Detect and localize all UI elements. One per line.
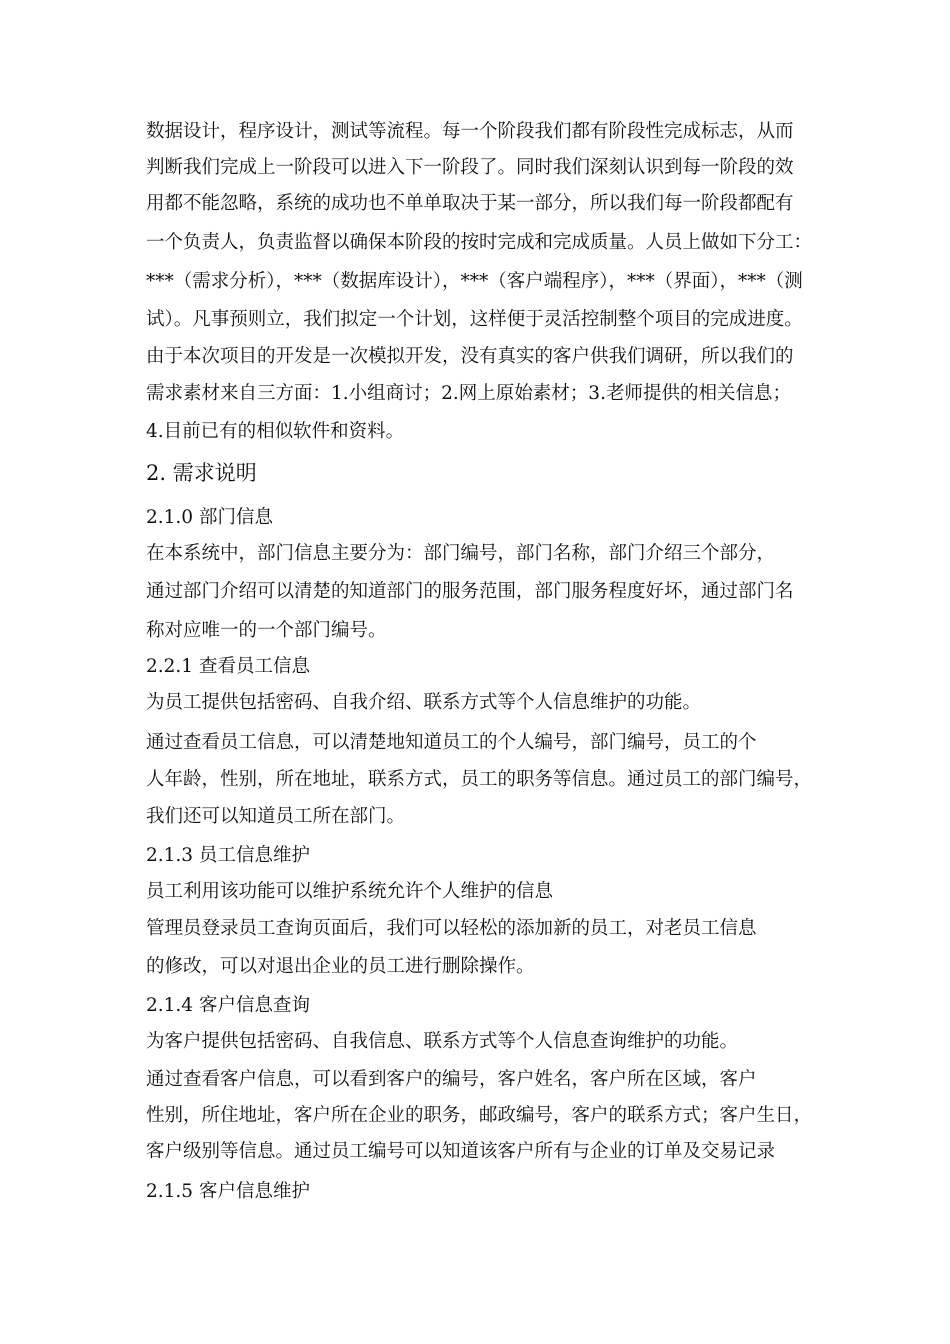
paragraph-line: 为客户提供包括密码、自我信息、联系方式等个人信息查询维护的功能。: [146, 1031, 739, 1052]
paragraph-line: 用都不能忽略，系统的成功也不单单取决于某一部分，所以我们每一阶段都配有: [146, 193, 794, 214]
paragraph-line: 通过查看员工信息，可以清楚地知道员工的个人编号，部门编号，员工的个: [146, 732, 757, 753]
paragraph-line: 客户级别等信息。通过员工编号可以知道该客户所有与企业的订单及交易记录: [146, 1141, 776, 1162]
paragraph-line: 我们还可以知道员工所在部门。: [146, 806, 406, 827]
subsection-heading: 2.2.1 查看员工信息: [146, 656, 310, 677]
paragraph-line: 性别，所住地址，客户所在企业的职务，邮政编号，客户的联系方式；客户生日，: [146, 1105, 813, 1126]
paragraph-line: 人年龄，性别，所在地址，联系方式，员工的职务等信息。通过员工的部门编号，: [146, 769, 813, 790]
paragraph-line: ***（需求分析），***（数据库设计），***（客户端程序），***（界面），***（测: [146, 271, 803, 292]
paragraph-line: 一个负责人，负责监督以确保本阶段的按时完成和完成质量。人员上做如下分工：: [146, 232, 813, 253]
subsection-heading: 2.1.5 客户信息维护: [146, 1181, 310, 1202]
paragraph-line: 4.目前已有的相似软件和资料。: [146, 421, 405, 442]
paragraph-line: 在本系统中，部门信息主要分为：部门编号，部门名称，部门介绍三个部分，: [146, 543, 776, 564]
section-heading: 2. 需求说明: [146, 461, 257, 485]
paragraph-line: 由于本次项目的开发是一次模拟开发，没有真实的客户供我们调研，所以我们的: [146, 346, 794, 367]
paragraph-line: 需求素材来自三方面：1.小组商讨；2.网上原始素材；3.老师提供的相关信息；: [146, 383, 791, 404]
paragraph-line: 称对应唯一的一个部门编号。: [146, 620, 387, 641]
subsection-heading: 2.1.4 客户信息查询: [146, 995, 310, 1016]
paragraph-line: 员工利用该功能可以维护系统允许个人维护的信息: [146, 881, 554, 902]
paragraph-line: 通过查看客户信息，可以看到客户的编号，客户姓名，客户所在区域，客户: [146, 1069, 757, 1090]
subsection-heading: 2.1.3 员工信息维护: [146, 845, 310, 866]
paragraph-line: 判断我们完成上一阶段可以进入下一阶段了。同时我们深刻认识到每一阶段的效: [146, 157, 794, 178]
paragraph-line: 通过部门介绍可以清楚的知道部门的服务范围，部门服务程度好坏，通过部门名: [146, 581, 794, 602]
paragraph-line: 为员工提供包括密码、自我介绍、联系方式等个人信息维护的功能。: [146, 692, 702, 713]
paragraph-line: 数据设计，程序设计，测试等流程。每一个阶段我们都有阶段性完成标志，从而: [146, 121, 794, 142]
paragraph-line: 管理员登录员工查询页面后，我们可以轻松的添加新的员工，对老员工信息: [146, 918, 757, 939]
paragraph-line: 试）。凡事预则立，我们拟定一个计划，这样便于灵活控制整个项目的完成进度。: [146, 309, 803, 330]
subsection-heading: 2.1.0 部门信息: [146, 507, 273, 528]
paragraph-line: 的修改，可以对退出企业的员工进行删除操作。: [146, 956, 535, 977]
